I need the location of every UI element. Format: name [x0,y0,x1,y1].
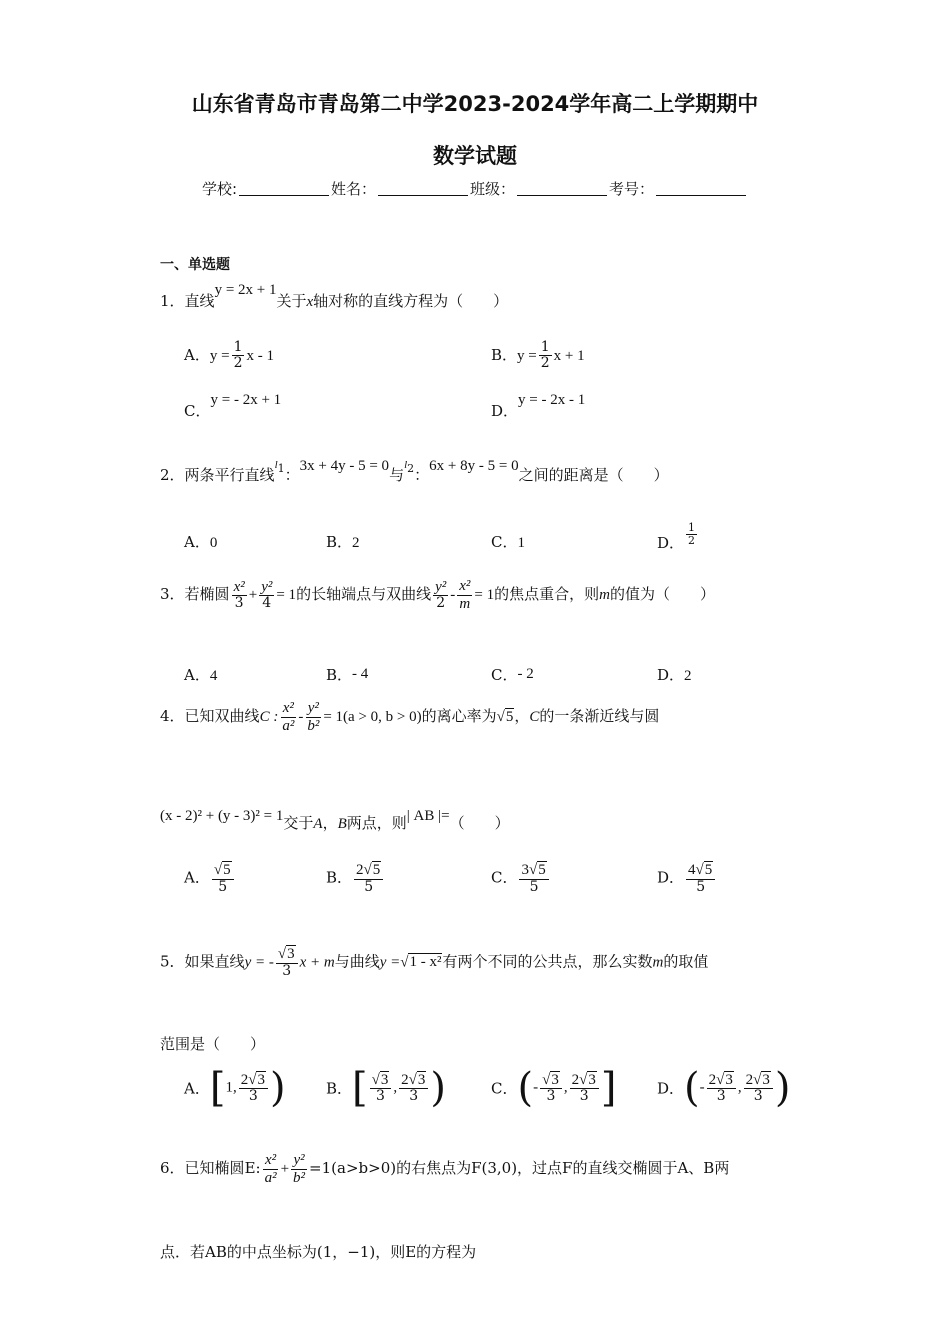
option-label: A． [184,345,210,364]
math-variable: x [306,294,314,310]
math-expression: x + m [299,954,335,971]
option-value: 2 [352,535,360,551]
fraction [457,578,472,612]
fraction-denominator: 2 [540,355,550,372]
fraction [370,1072,392,1105]
math-expression: y = [209,347,230,364]
fraction-denominator: 3 [282,962,292,979]
fraction-numerator: x² [282,700,294,716]
option-label: D． [491,402,519,420]
fraction-numerator: 4√5 [686,862,715,880]
fraction-denominator: 2 [233,355,243,372]
interval-endpoint: 1, [225,1079,237,1096]
question-text: 的离心率为 [421,707,497,725]
coefficient: 2 [240,1071,249,1088]
sqrt-radicand: 3 [551,1071,559,1088]
question-text: 已知椭圆 [184,1159,245,1177]
math-variable: m [599,587,610,603]
question-1 [160,282,509,311]
id-blank[interactable] [656,195,746,196]
math-operator: + [248,587,258,603]
name-label: 姓名： [331,180,377,198]
option-label: A． [184,533,210,551]
option-a[interactable] [184,340,274,372]
math-expression: y = [379,954,401,971]
fraction-denominator: 4 [262,595,272,612]
fraction [540,1072,562,1105]
fraction-denominator: 3 [234,595,244,612]
fraction-denominator: 3 [579,1088,589,1105]
fraction [305,700,321,734]
math-subscript: 2 [407,462,415,475]
option-label: C． [491,868,518,887]
fraction-numerator: y² [293,1152,305,1168]
math-operator: - [533,1079,539,1096]
question-number: 3． [160,585,185,603]
fraction-denominator: 5 [364,878,374,895]
math-expression: = 1 [474,587,495,603]
question-text: 的取值 [663,952,709,971]
fraction [280,700,296,734]
question-text: ： [284,466,300,484]
interval-bracket: ( [684,1065,700,1111]
fraction-denominator: b² [293,1169,306,1186]
coefficient: 2 [708,1071,717,1088]
sqrt-expression: √1 - x² [400,954,442,971]
question-text: 与曲线 [334,952,380,971]
question-number: 4． [160,707,185,725]
option-label: B． [491,345,518,364]
option-c[interactable] [491,531,525,552]
question-6-line2: 点．若AB的中点坐标为(1，−1)，则E的方程为 [160,1243,477,1261]
fraction [259,579,274,612]
fraction-denominator: m [459,595,471,612]
option-a[interactable] [184,664,217,685]
math-operator: - [450,587,456,603]
interval-bracket: [ [352,1065,368,1111]
question-number: 1． [160,292,185,310]
interval-bracket: ) [430,1065,446,1111]
math-expression: y = [517,347,537,364]
math-expression: x - 1 [246,347,274,364]
fraction [686,522,697,547]
interval-bracket: [ [209,1065,226,1111]
option-b[interactable] [326,1065,446,1111]
fraction-numerator: 1 [233,339,243,355]
question-text: 两点，则 [346,814,407,832]
question-text: 若椭圆 [184,585,230,603]
fraction [539,340,552,372]
fraction-numerator: 2√5 [354,862,383,880]
sqrt-radicand: 3 [762,1071,770,1088]
question-text: =1(a>b>0)的右焦点为F(3,0)，过点F的直线交椭圆于A、B两 [309,1159,730,1177]
question-5-line2: 范围是（ ） [160,1035,266,1053]
interval-bracket: ( [517,1065,534,1111]
option-value: 0 [209,535,218,551]
option-label: B． [326,666,353,684]
fraction-denominator: 3 [716,1088,726,1105]
option-d[interactable] [657,521,699,552]
question-text: 的一条渐近线与圆 [539,707,660,725]
fraction-denominator: 3 [546,1088,556,1105]
fraction [239,1072,268,1105]
question-2 [160,458,669,487]
option-label: A． [184,666,210,684]
question-text: 关于 [276,292,307,310]
section-heading: 一、单选题 [160,257,230,273]
fraction-numerator: √3 [370,1072,392,1090]
math-operator: - [699,1079,705,1096]
fraction-numerator: x² [233,578,245,595]
fraction [276,946,298,979]
option-label: D． [657,666,685,684]
fraction [686,862,715,895]
id-label: 考号： [609,180,655,198]
school-blank[interactable] [239,195,329,196]
question-3 [160,578,715,612]
option-d[interactable] [491,392,586,421]
math-variable: B [337,816,347,832]
fraction-numerator: √3 [276,946,298,964]
page-title-line2: 数学试题 [433,144,517,168]
option-label: C． [491,533,518,551]
fraction-numerator: 2√3 [570,1072,599,1090]
question-text: 两条平行直线 [184,466,275,484]
sqrt-radicand: 5 [538,862,546,878]
fraction-numerator: 1 [540,339,550,355]
option-label: A． [184,1079,210,1098]
interval-bracket: ] [600,1065,617,1111]
interval-separator: , [393,1079,398,1096]
question-text: 交于 [283,814,314,832]
fraction-numerator: y² [435,578,447,595]
math-variable: A [313,816,323,832]
option-a[interactable] [184,862,236,895]
option-value: 4 [209,668,218,684]
question-text: 的焦点重合，则 [494,585,600,603]
question-text: 轴对称的直线方程为（ ） [313,292,509,310]
question-number: 6． [160,1159,185,1177]
sqrt-expression: √5 [496,709,514,725]
math-expression: y = - [244,954,274,971]
question-5 [160,946,708,979]
fraction-denominator: 2 [436,595,446,612]
option-label: B． [326,533,353,551]
fraction [433,579,448,612]
fraction-numerator: 1 [688,521,696,534]
option-label: A． [184,868,210,887]
option-a[interactable] [184,1065,286,1111]
coefficient: 2 [401,1071,409,1088]
option-b[interactable] [326,664,368,685]
question-4-line2 [160,808,510,833]
sqrt-radicand: 3 [287,946,295,962]
sqrt-radicand: 5 [704,862,713,878]
fraction-denominator: 3 [753,1088,763,1105]
interval-bracket: ) [774,1065,791,1111]
fraction [212,862,234,895]
math-expression: y = - 2x - 1 [518,392,586,408]
fraction-numerator: √5 [212,862,234,880]
fraction-denominator: 5 [529,878,539,895]
math-operator: + [280,1161,290,1177]
question-text: ： [414,466,430,484]
option-label: D． [657,868,685,887]
option-label: B． [326,1079,353,1098]
option-value: - 4 [352,666,369,682]
fraction-denominator: 3 [248,1088,258,1105]
math-expression: 3x + 4y - 5 = 0 [299,458,390,474]
sqrt-radicand: 3 [588,1071,596,1088]
math-expression: (x - 2)² + (y - 3)² = 1 [160,808,284,824]
fraction [519,862,548,895]
math-operator: - [298,709,304,725]
math-variable: l [274,459,278,471]
fraction [354,862,383,895]
fraction [570,1072,599,1105]
math-variable: m [652,954,664,971]
question-text: 的值为（ ） [609,585,715,603]
fraction [232,340,245,372]
coefficient: 2 [571,1071,580,1088]
fraction-denominator: b² [307,717,320,734]
fraction-numerator: 2√3 [399,1072,428,1090]
interval-separator: , [737,1079,742,1096]
option-label: C． [491,666,518,684]
sqrt-radicand: 3 [257,1071,265,1088]
fraction-numerator: 2√3 [239,1072,268,1090]
fraction-denominator: 2 [688,534,696,548]
question-text: ， [514,707,530,725]
fraction-numerator: y² [307,700,319,716]
option-label: C． [184,402,211,420]
option-d[interactable] [657,1065,791,1111]
fraction-denominator: 3 [376,1088,385,1105]
question-text: 如果直线 [184,952,245,971]
coefficient: 2 [356,862,364,878]
option-c[interactable] [491,664,534,685]
option-b[interactable] [491,340,585,372]
question-text: 之间的距离是（ ） [518,466,669,484]
math-variable: C [529,709,540,725]
question-text: 有两个不同的公共点，那么实数 [442,952,653,971]
sqrt-radicand: 3 [725,1071,733,1088]
option-label: B． [326,868,353,887]
math-expression: = 1(a > 0, b > 0) [323,709,422,725]
option-value: - 2 [517,666,534,682]
fraction [707,1072,736,1105]
math-expression: = 1 [276,587,297,603]
sqrt-radicand: 5 [372,862,381,878]
fraction [263,1152,279,1186]
name-blank[interactable] [378,195,468,196]
math-expression: C : [259,709,279,725]
fraction-numerator: √3 [540,1072,562,1090]
sqrt-radicand: 5 [505,709,514,725]
sqrt-radicand: 5 [223,862,231,878]
fraction-numerator: 2√3 [744,1072,773,1090]
option-b[interactable] [326,862,385,895]
option-c[interactable] [491,1065,617,1111]
coefficient: 3 [521,862,529,878]
question-text: 直线 [184,292,215,310]
question-4 [160,700,659,734]
math-variable: l [404,459,408,471]
fraction-numerator: 2√3 [707,1072,736,1090]
fraction [399,1072,428,1105]
option-label: D． [657,1079,685,1098]
fraction-denominator: a² [264,1169,277,1186]
math-expression: 6x + 8y - 5 = 0 [429,458,519,474]
question-number: 2． [160,466,185,484]
school-label: 学校: [201,180,237,198]
option-label: D． [657,533,685,552]
option-value: 1 [517,535,525,551]
math-expression: E: [244,1159,261,1177]
fraction-numerator: x² [265,1152,277,1168]
fraction-denominator: 5 [218,878,228,895]
fraction-denominator: a² [282,717,295,734]
question-text: 已知双曲线 [184,707,260,725]
student-info-line [0,178,950,199]
math-subscript: 1 [277,462,285,475]
interval-separator: , [563,1079,568,1096]
sqrt-radicand: 1 - x² [409,954,442,971]
question-6 [160,1152,729,1186]
math-expression: | AB |= [406,808,450,824]
option-c[interactable] [184,392,282,421]
class-label: 班级： [470,180,516,198]
class-blank[interactable] [517,195,607,196]
fraction-numerator: 3√5 [519,862,548,880]
sqrt-radicand: 3 [380,1071,389,1088]
option-c[interactable] [491,862,551,895]
option-b[interactable] [326,531,360,552]
fraction-denominator: 3 [409,1088,419,1105]
page-title-line1: 山东省青岛市青岛第二中学2023-2024学年高二上学期期中 [191,92,759,116]
question-text: （ ） [449,814,510,832]
fraction [291,1152,307,1186]
fraction-denominator: 5 [696,878,706,895]
option-label: C． [491,1079,518,1098]
question-text: 的长轴端点与双曲线 [296,585,432,603]
fraction [232,579,247,612]
fraction [744,1072,773,1105]
interval-bracket: ) [269,1065,286,1111]
option-d[interactable] [657,664,692,685]
math-expression: y = - 2x + 1 [210,392,282,408]
question-number: 5． [160,952,185,971]
math-expression: y = 2x + 1 [214,282,277,298]
question-text: 与 [389,466,405,484]
question-text: ， [322,814,338,832]
option-a[interactable] [184,531,217,552]
fraction-numerator: y² [261,578,273,595]
sqrt-radicand: 3 [417,1071,426,1088]
option-value: 2 [684,668,692,684]
option-d[interactable] [657,862,717,895]
coefficient: 4 [688,862,696,878]
math-expression: x + 1 [553,347,585,364]
coefficient: 2 [745,1071,754,1088]
fraction-numerator: x² [459,578,471,594]
